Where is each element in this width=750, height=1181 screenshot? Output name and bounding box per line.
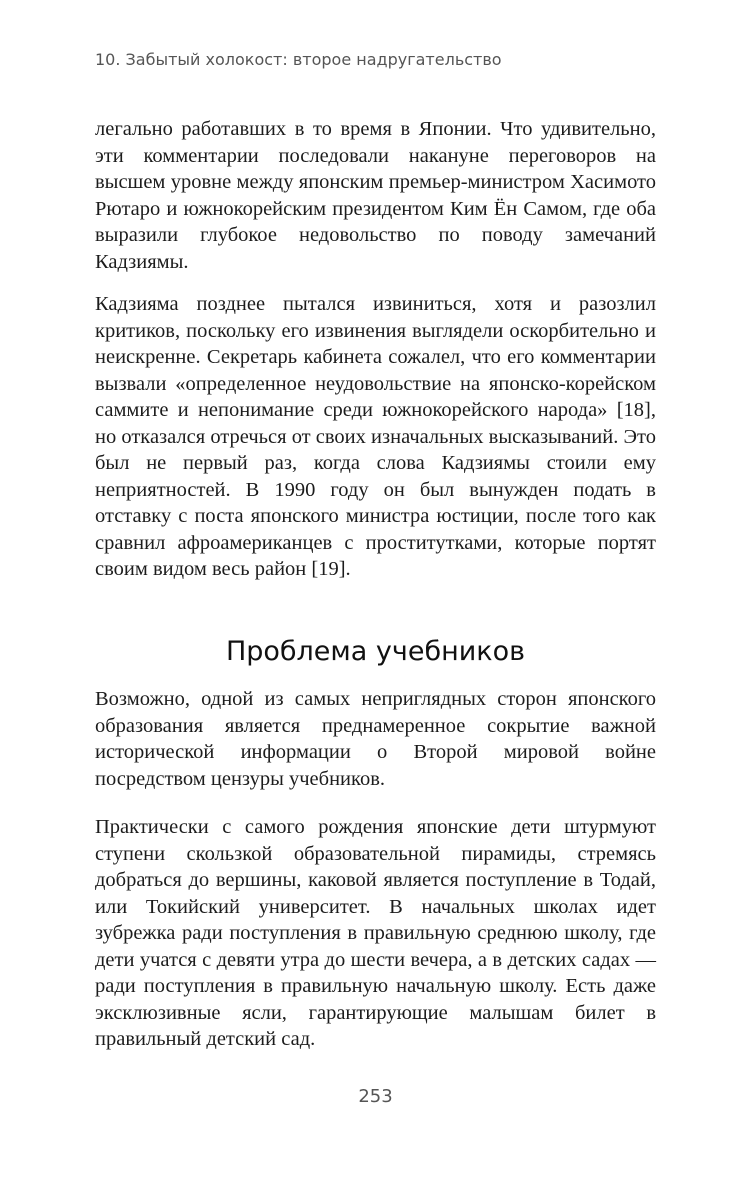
body-paragraph bbox=[95, 814, 656, 1053]
body-paragraph bbox=[95, 291, 656, 583]
body-paragraph bbox=[95, 686, 656, 792]
section-heading: Проблема учебников bbox=[225, 636, 526, 667]
page-number: 253 bbox=[358, 1086, 393, 1107]
paragraph-text: Практически с самого рождения японские дети штурмуют ступени скользкой образовательной пирамиды, стремясь добраться до вершины, каковой является поступление в Тодай, или Токийский университет. В начальных школах идет зубрежка ради поступления в правильную среднюю школу, где дети учатся с девяти утра до шести вечера, а в детских садах — ради поступления в правильную начальную школу. Есть даже эксклюзивные ясли, гарантирующие малышам билет в правильный детский сад. bbox=[95, 816, 656, 1050]
paragraph-text: легально работавших в то время в Японии. Что удивительно, эти комментарии последовали накануне переговоров на высшем уровне между японским премьер-министром Хасимото Рютаро и южнокорейским президентом Ким Ён Самом, где оба выразили глубокое недовольство по поводу замечаний Кадзиямы. bbox=[95, 118, 656, 273]
body-paragraph bbox=[95, 116, 656, 275]
paragraph-text: Возможно, одной из самых неприглядных сторон японского образования является преднамеренное сокрытие важной исторической информации о Второй мировой войне посредством цензуры учебников. bbox=[95, 688, 656, 790]
running-head: 10. Забытый холокост: второе надругательство bbox=[95, 50, 502, 69]
paragraph-text: Кадзияма позднее пытался извиниться, хотя и разозлил критиков, поскольку его извинения выглядели оскорбительно и неискренне. Секретарь кабинета сожалел, что его комментарии вызвали «определенное неудовольствие на японско-корейском саммите и непонимание среди южнокорейского народа» [18], но отказался отречься от своих изначальных высказываний. Это был не первый раз, когда слова Кадзиямы стоили ему неприятностей. В 1990 году он был вынужден подать в отставку с поста японского министра юстиции, после того как сравнил афроамериканцев с проститутками, которые портят своим видом весь район [19]. bbox=[95, 293, 656, 580]
